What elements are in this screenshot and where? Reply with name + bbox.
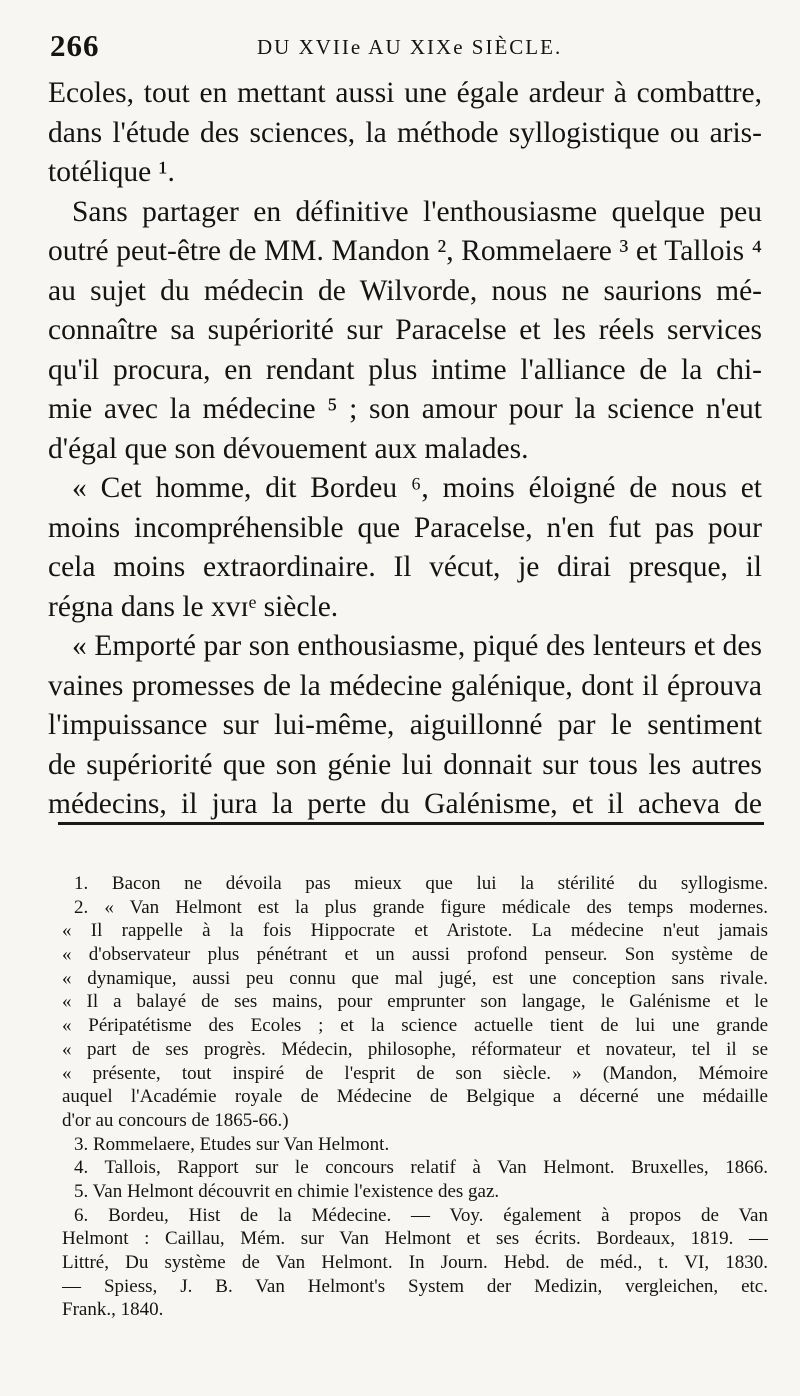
body-line: « Emporté par son enthousiasme, piqué des lenteurs et des <box>72 630 762 662</box>
body-line: Sans partager en définitive l'enthousiasme quelque peu <box>72 195 762 228</box>
body-line: l'impuissance sur lui-même, aiguillonné par le sentiment <box>48 709 762 741</box>
body-line: dans l'étude des sciences, la méthode syllogistique ou aris- <box>48 116 762 149</box>
body-line: moins incompréhensible que Paracelse, n'en fut pas pour <box>48 511 762 544</box>
footnote-line: « Il rappelle à la fois Hippocrate et Aristote. La médecine n'eut jamais <box>62 920 768 942</box>
footnote-line: 3. Rommelaere, Etudes sur Van Helmont. <box>74 1133 390 1155</box>
footnote-line: auquel l'Académie royale de Médecine de Belgique a décerné une médaille <box>62 1086 768 1108</box>
body-line: au sujet du médecin de Wilvorde, nous ne saurions mé- <box>48 274 762 307</box>
footnote-line: Frank., 1840. <box>62 1299 164 1321</box>
body-line: outré peut-être de MM. Mandon ², Rommelaere ³ et Tallois ⁴ <box>48 235 762 267</box>
body-line: mie avec la médecine ⁵ ; son amour pour la science n'eut <box>48 393 762 425</box>
body-line: cela moins extraordinaire. Il vécut, je dirai presque, il <box>48 551 762 583</box>
footnote-line: 1. Bacon ne dévoila pas mieux que lui la stérilité du syllogisme. <box>74 873 768 894</box>
footnote-line: 6. Bordeu, Hist de la Médecine. — Voy. également à propos de Van <box>74 1204 768 1226</box>
body-line: régna dans le xvɪᵉ siècle. <box>48 590 339 623</box>
footnotes <box>62 872 768 1322</box>
body-text <box>48 74 762 825</box>
body-line: « Cet homme, dit Bordeu ⁶, moins éloigné de nous et <box>72 472 762 504</box>
footnote-rule <box>58 822 764 825</box>
footnote-line: Helmont : Caillau, Mém. sur Van Helmont et ses écrits. Bordeaux, 1819. — <box>62 1228 768 1250</box>
running-head: DU XVIIe AU XIXe SIÈCLE. <box>257 35 563 59</box>
footnote-line: 2. « Van Helmont est la plus grande figure médicale des temps modernes. <box>74 896 768 918</box>
body-line: Ecoles, tout en mettant aussi une égale ardeur à combattre, <box>48 77 762 109</box>
footnote-line: « d'observateur plus pénétrant et un aussi profond penseur. Son système de <box>62 944 768 966</box>
body-line: qu'il procura, en rendant plus intime l'alliance de la chi- <box>48 353 762 386</box>
footnote-line: 4. Tallois, Rapport sur le concours relatif à Van Helmont. Bruxelles, 1866. <box>74 1157 768 1179</box>
body-line: de supériorité que son génie lui donnait sur tous les autres <box>48 748 762 781</box>
body-line: connaître sa supériorité sur Paracelse et les réels services <box>48 314 762 346</box>
body-line: médecins, il jura la perte du Galénisme, et il acheva de <box>48 788 762 820</box>
footnote-line: 5. Van Helmont découvrit en chimie l'existence des gaz. <box>74 1180 500 1202</box>
page-header <box>50 28 770 68</box>
footnote-line: « présente, tout inspiré de l'esprit de son siècle. » (Mandon, Mémoire <box>62 1062 768 1084</box>
footnote-line: « dynamique, aussi peu connu que mal jugé, est une conception sans rivale. <box>62 967 768 989</box>
footnote-line: — Spiess, J. B. Van Helmont's System der Medizin, vergleichen, etc. <box>62 1275 768 1297</box>
footnote-line: d'or au concours de 1865-66.) <box>62 1109 289 1131</box>
body-line: totélique ¹. <box>48 156 175 188</box>
footnote-line: « part de ses progrès. Médecin, philosophe, réformateur et novateur, tel il se <box>62 1038 768 1060</box>
footnote-line: Littré, Du système de Van Helmont. In Journ. Hebd. de méd., t. VI, 1830. <box>62 1252 768 1273</box>
body-line: vaines promesses de la médecine galénique, dont il éprouva <box>48 669 762 702</box>
page-number: 266 <box>50 28 100 63</box>
body-line: d'égal que son dévouement aux malades. <box>48 432 529 465</box>
footnote-line: « Péripatétisme des Ecoles ; et la science actuelle tient de lui une grande <box>62 1015 768 1037</box>
footnote-line: « Il a balayé de ses mains, pour emprunter son langage, le Galénisme et le <box>62 991 768 1013</box>
